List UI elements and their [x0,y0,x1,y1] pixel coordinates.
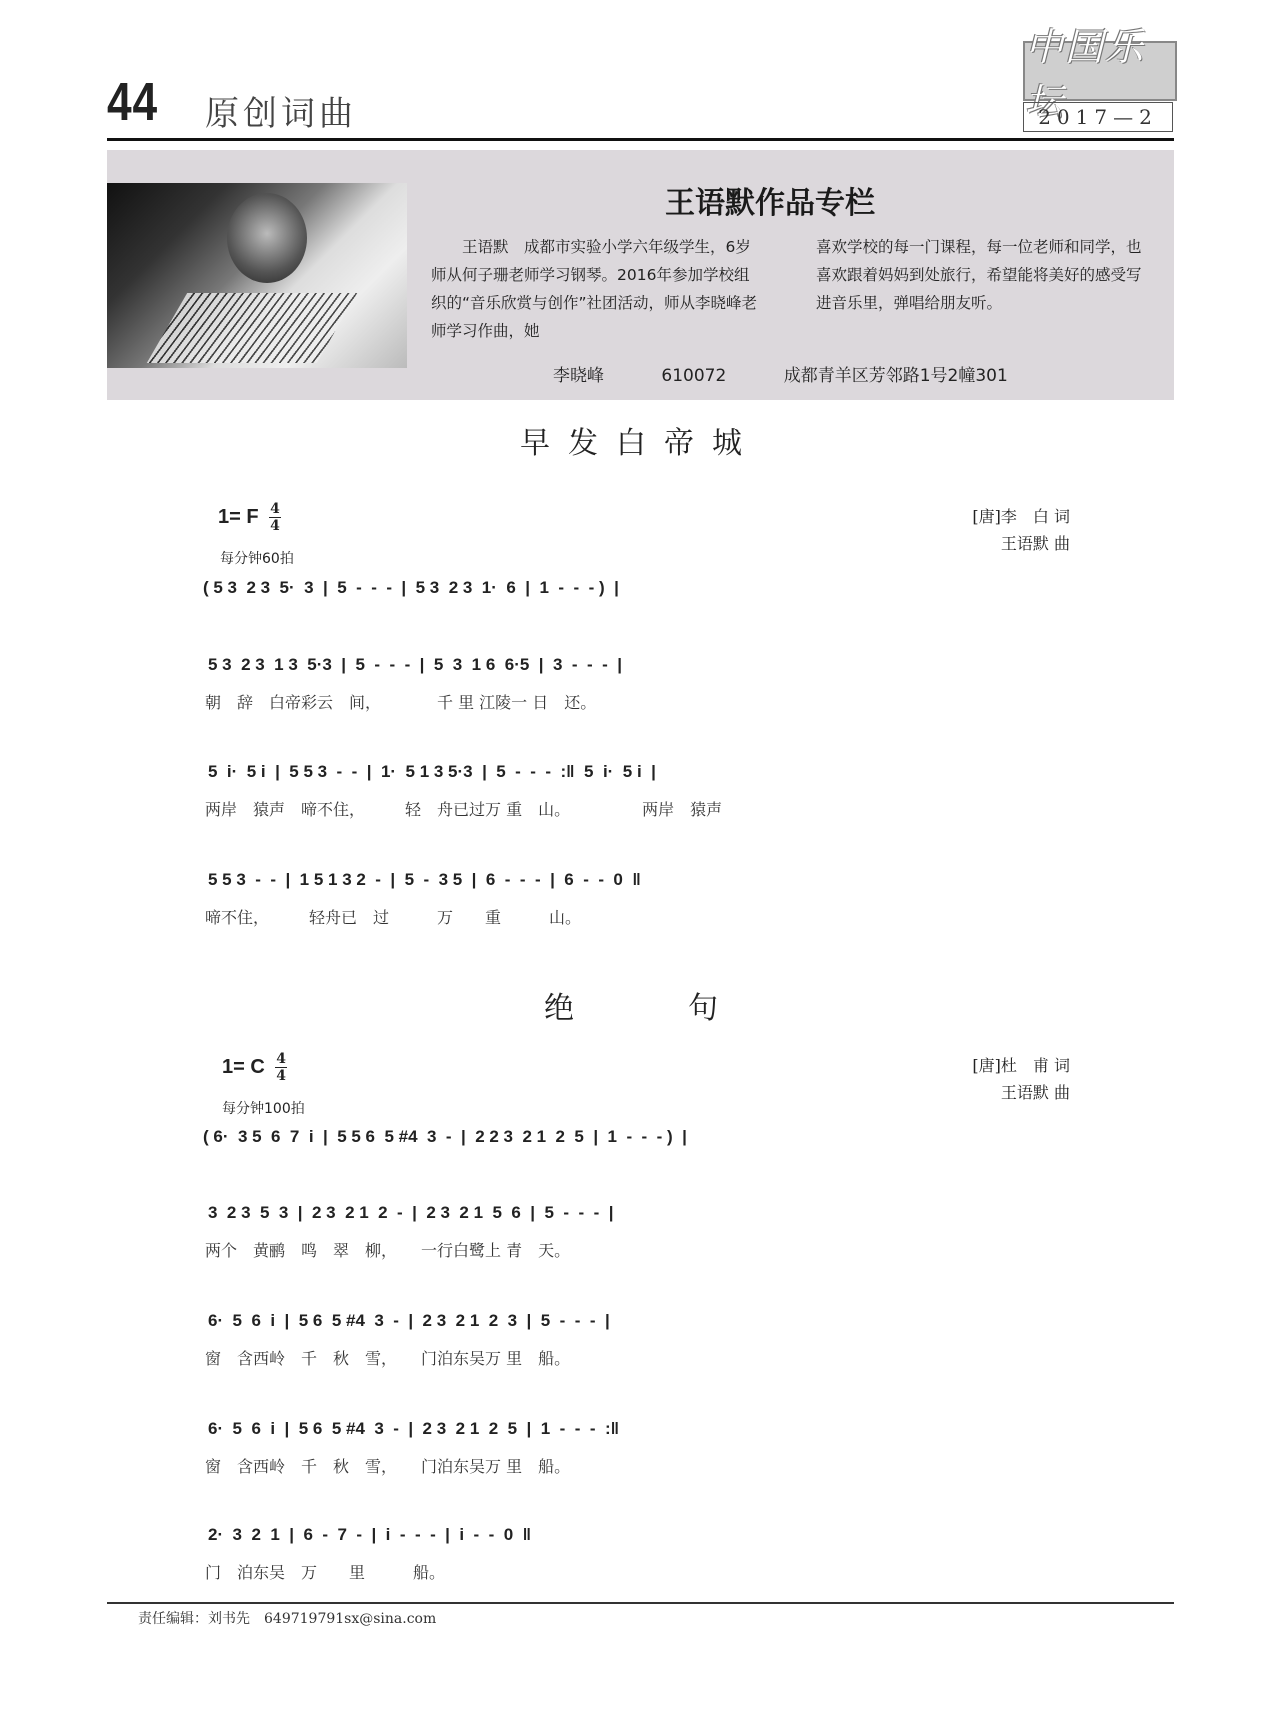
lyrics-line: 窗 含西岭 千 秋 雪， 门泊东吴万 里 船。 [205,1349,571,1368]
notation-line: 6· 5 6 i | 5 6 5 #4 3 - | 2 3 2 1 2 3 | 5 - - - | [208,1311,610,1330]
editor-credit: 责任编辑：刘书先 649719791sx@sina.com [138,1611,437,1627]
contact-info [553,361,1036,386]
notation-line: ( 5 3 2 3 5· 3 | 5 - - - | 5 3 2 3 1· 6 | 1 - - - ) | [203,578,619,597]
contact-address: 成都青羊区芳邻路1号2幢301 [783,366,1008,386]
lyricist: [唐]李 白 词 [972,507,1070,526]
song-title: 早发白帝城 [520,426,760,461]
composer: 王语默 曲 [1000,1083,1070,1102]
key-signature [218,502,281,533]
photo-subject [227,193,307,283]
key-label: 1= C [222,1056,265,1078]
notation-line: 5 3 2 3 1 3 5·3 | 5 - - - | 5 3 1 6 6·5 | 3 - - - | [208,655,622,674]
composer: 王语默 曲 [1000,534,1070,553]
notation-line: ( 6· 3 5 6 7 i | 5 5 6 5 #4 3 - | 2 2 3 2 1 2 5 | 1 - - - ) | [203,1127,687,1146]
lyrics-line: 朝 辞 白帝彩云 间， 千 里 江陵一 日 还。 [205,693,597,712]
time-bottom: 4 [270,518,280,534]
page-number: 44 [107,72,158,132]
key-label: 1= F [218,506,259,528]
notation-line: 5 i· 5 i | 5 5 3 - - | 1· 5 1 3 5·3 | 5 - - - :‖ 5 i· 5 i | [208,762,656,781]
time-signature [275,1052,287,1083]
notation-line: 5 5 3 - - | 1 5 1 3 2 - | 5 - 3 5 | 6 - - - | 6 - - 0 ‖ [208,870,641,889]
magazine-logo: 中国乐坛 [1023,41,1177,101]
credits [972,503,1070,557]
time-top: 4 [270,501,280,517]
bio-column-1: 王语默 成都市实验小学六年级学生，6岁师从何子珊老师学习钢琴。2016年参加学校组织的“音乐欣赏与创作”社团活动，师从李晓峰老师学习作曲，她 [431,238,758,340]
bio-column-2: 喜欢学校的每一门课程，每一位老师和同学，也喜欢跟着妈妈到处旅行，希望能将美好的感受写进音乐里，弹唱给朋友听。 [816,238,1142,312]
lyrics-line: 窗 含西岭 千 秋 雪， 门泊东吴万 里 船。 [205,1457,571,1476]
issue-number: 2017—2 [1023,102,1173,132]
lyrics-line: 啼不住， 轻舟已 过 万 重 山。 [205,908,582,927]
time-top: 4 [276,1051,287,1067]
header-rule [107,138,1174,141]
notation-line: 2· 3 2 1 | 6 - 7 - | i - - - | i - - 0 ‖ [208,1525,532,1544]
lyrics-line: 门 泊东吴 万 里 船。 [205,1563,446,1582]
profile-photo [107,183,407,368]
photo-piano-keys [147,293,357,363]
lyrics-line: 两岸 猿声 啼不住， 轻 舟已过万 重 山。 两岸 猿声 [205,800,723,819]
contact-name: 李晓峰 [553,366,604,386]
contact-postcode: 610072 [661,366,727,386]
column-title: 王语默作品专栏 [665,186,875,221]
notation-line: 3 2 3 5 3 | 2 3 2 1 2 - | 2 3 2 1 5 6 | 5 - - - | [208,1203,614,1222]
lyrics-line: 两个 黄鹂 鸣 翠 柳， 一行白鹭上 青 天。 [205,1241,571,1260]
time-signature [269,502,281,533]
section-title: 原创词曲 [205,94,357,134]
key-signature [222,1052,287,1083]
time-bottom: 4 [276,1068,287,1084]
lyricist: [唐]杜 甫 词 [972,1056,1070,1075]
footer-rule [107,1602,1174,1604]
tempo: 每分钟60拍 [220,551,294,567]
notation-line: 6· 5 6 i | 5 6 5 #4 3 - | 2 3 2 1 2 5 | 1 - - - :‖ [208,1419,620,1438]
credits [972,1052,1070,1106]
tempo: 每分钟100拍 [222,1101,305,1117]
song-title: 绝 句 [544,991,736,1026]
